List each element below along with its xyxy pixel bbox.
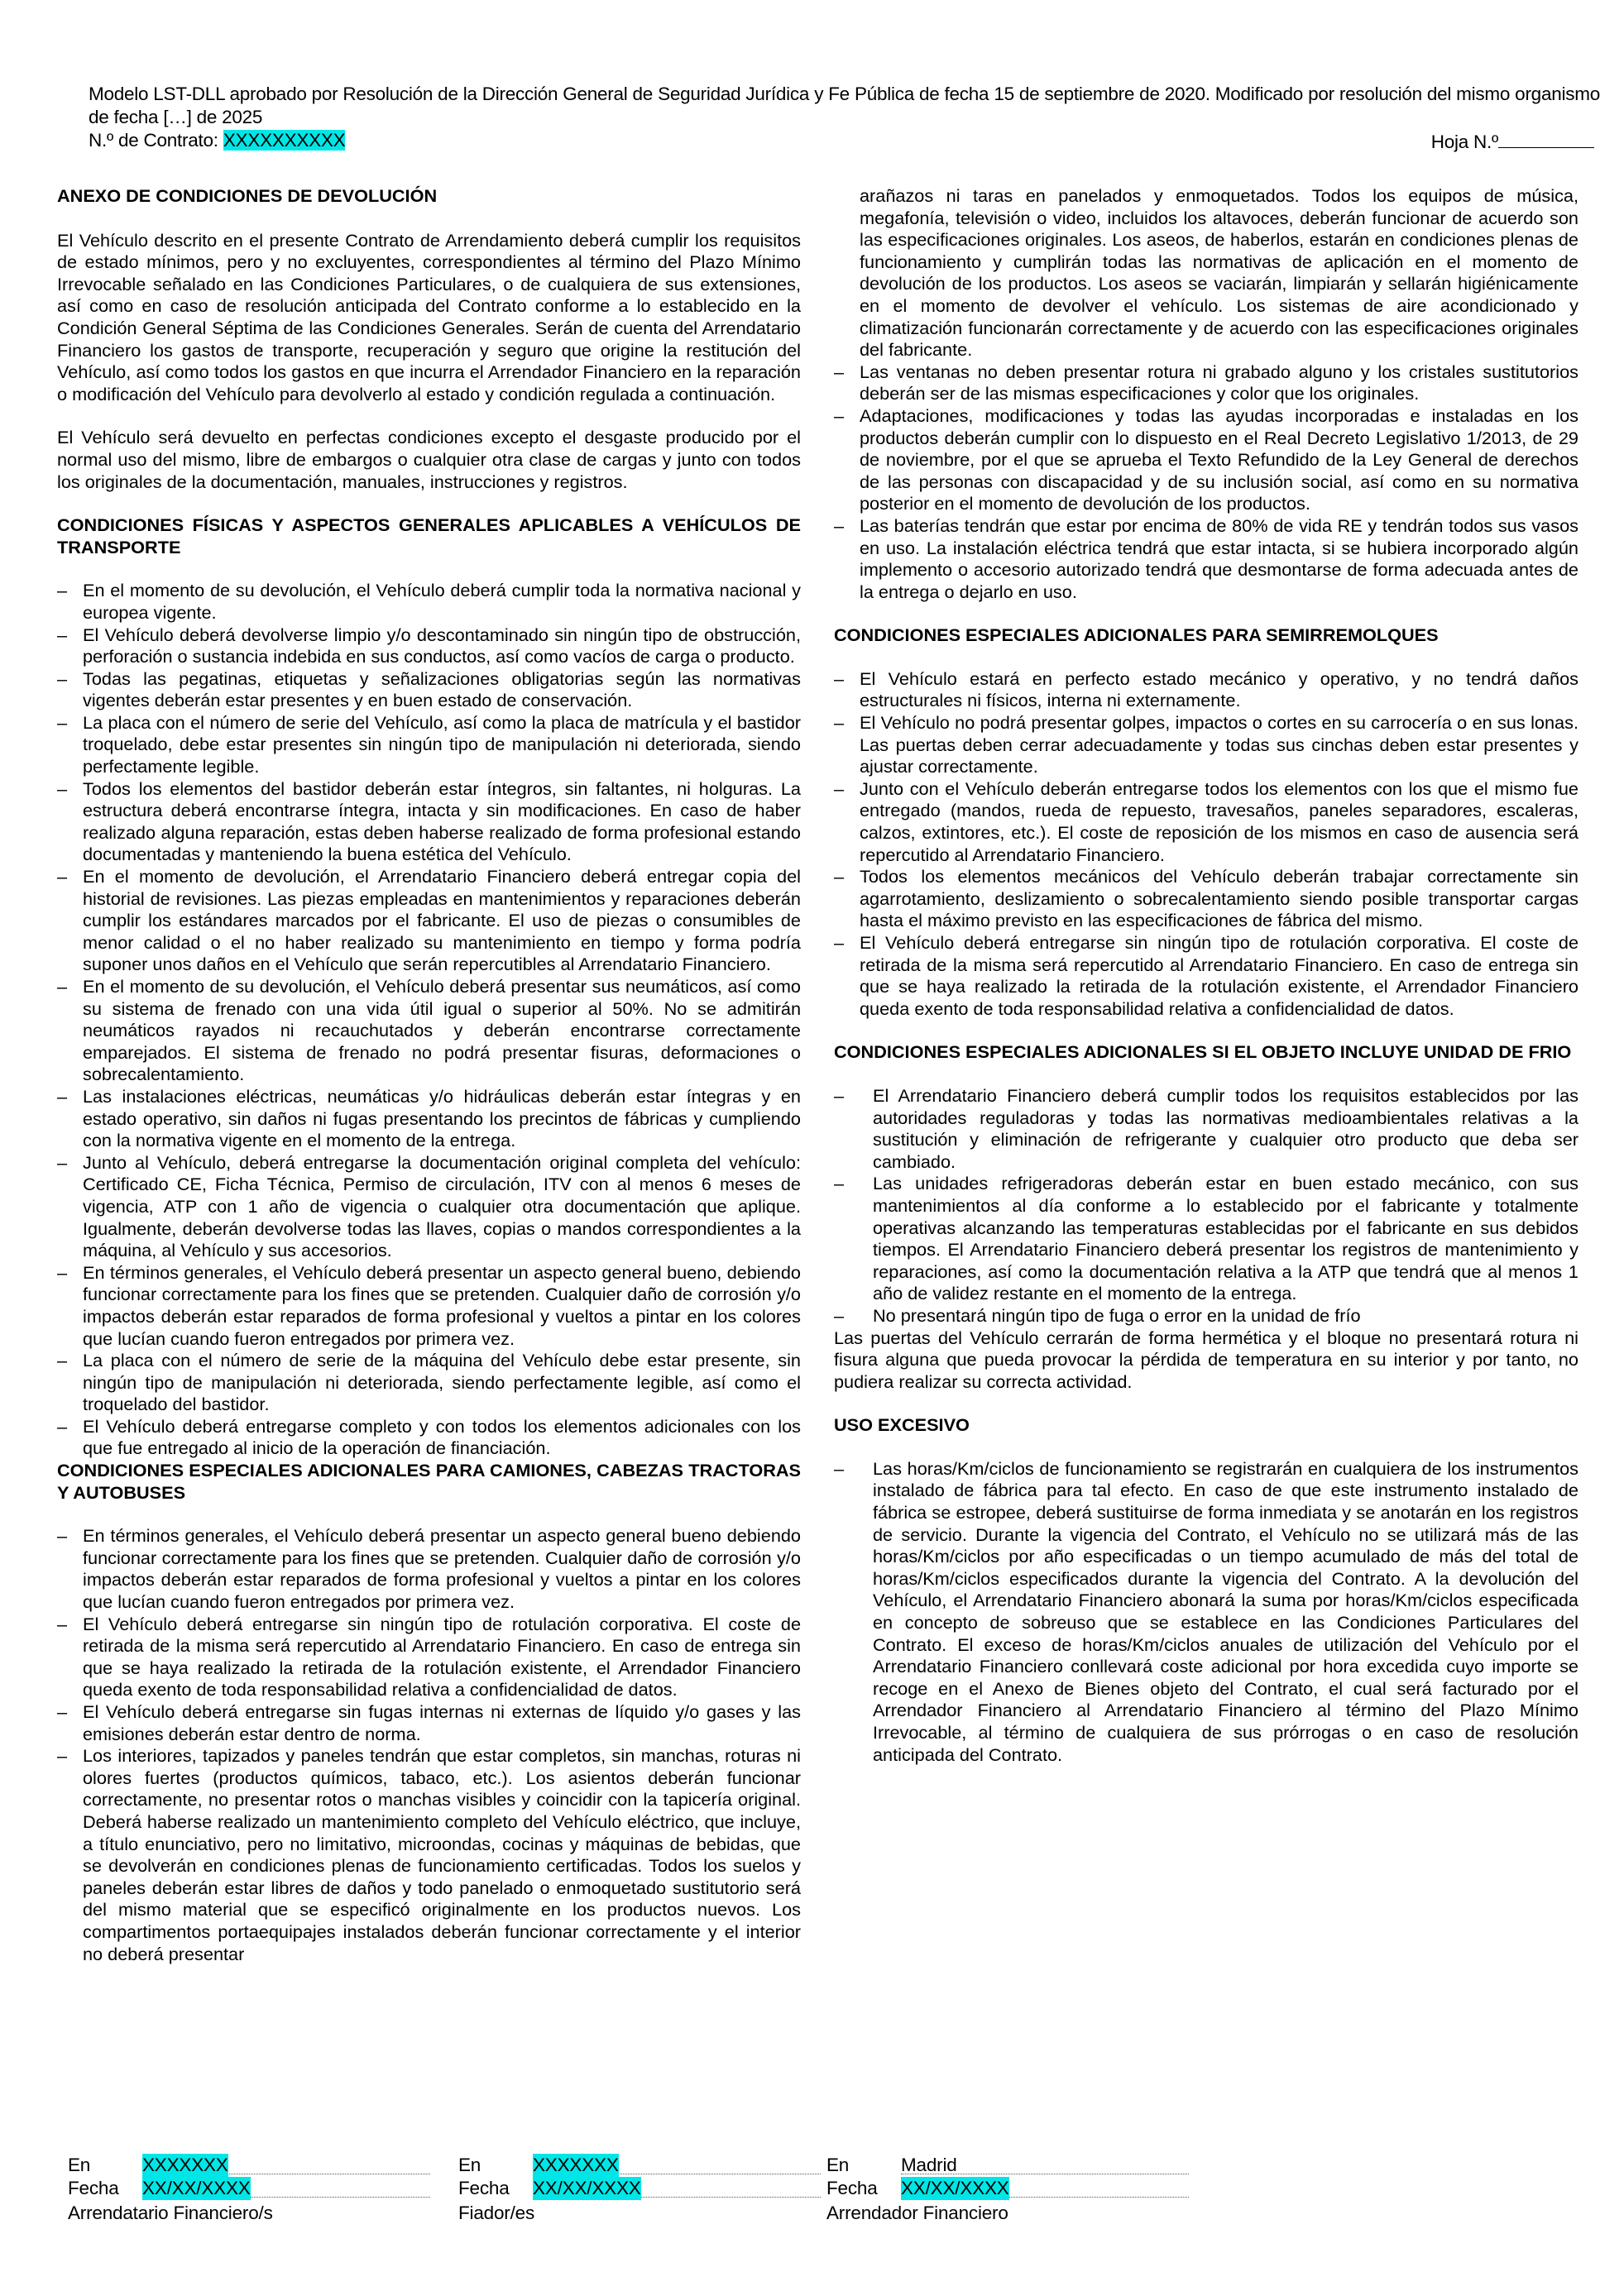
list-item <box>834 778 1578 866</box>
list-item-text: Las horas/Km/ciclos de funcionamiento se registrarán en cualquiera de los instrumentos instalado de fábrica para tal efecto. En caso de que este instrumento instalado de fábrica se estropee, deberá sustituirse de forma inmediata y se anotarán en los registros de servicio. Durante la vigencia del Contrato, el Vehículo no se utilizará más de las horas/Km/ciclos por año especificadas o un tiempo acumulado de más del total de horas/Km/ciclos especificados durante la vigencia del Contrato. A la devolución del Vehículo, el Arrendatario Financiero abonará la suma por horas/Km/ciclos especificada en concepto de sobreuso que se establece en las Condiciones Particulares del Contrato. El exceso de horas/Km/ciclos anuales de utilización del Vehículo por el Arrendatario Financiero conllevará coste adicional por hora excedida cuyo importe se recoge en el Anexo de Bienes objeto del Contrato, el cual será facturado por el Arrendador Financiero al Arrendatario Financiero al término del Plazo Mínimo Irrevocable, al término de cualquiera de sus prórrogas o en caso de resolución anticipada del Contrato. <box>873 1457 1578 1765</box>
list-item-text: Las baterías tendrán que estar por encima de 80% de vida RE y tendrán todos sus vasos en uso. La instalación eléctrica tendrá que estar intacta, si se hubiera incorporado algún implemento o accesorio autorizado tendrá que desmontarse de forma adecuada antes de la entrega o dejarlo en uso. <box>860 514 1578 602</box>
signer-role: Arrendador Financiero <box>826 2203 1008 2223</box>
date-value: XX/XX/XXXX <box>533 2178 641 2198</box>
dash-bullet: – <box>57 1350 68 1371</box>
dash-bullet: – <box>834 932 845 953</box>
en-label: En <box>826 2155 850 2175</box>
dash-bullet: – <box>57 580 68 601</box>
list-item-text: Adaptaciones, modificaciones y todas las ayudas incorporadas e instaladas en los productos deberán cumplir con lo dispuesto en el Real Decreto Legislativo 1/2013, de 29 de noviembre, por el que se aprueba el Texto Refundido de la Ley General de derechos de las personas con discapacidad y de su inclusión social, así como en su normativa posterior en el momento de devolución de los productos. <box>860 404 1578 514</box>
list-item <box>57 624 801 668</box>
section-cold-unit-title: CONDICIONES ESPECIALES ADICIONALES SI EL OBJETO INCLUYE UNIDAD DE FRIO <box>834 1041 1572 1063</box>
contract-number-label: N.º de Contrato: <box>89 130 223 151</box>
list-item <box>834 361 1578 405</box>
list-item <box>57 1350 801 1416</box>
document-header <box>89 83 1600 152</box>
en-label: En <box>68 2155 91 2175</box>
list-item <box>57 1152 801 1262</box>
list-item-text: En el momento de su devolución, el Vehículo deberá cumplir toda la normativa nacional y europea vigente. <box>83 580 801 623</box>
dash-bullet: – <box>57 1745 68 1767</box>
list-item-text: Todos los elementos mecánicos del Vehículo deberán trabajar correctamente sin agarrotamiento, deslizamiento o sobrecalentamiento siendo posible transportar cargas hasta el máximo previsto en las especificaciones de fábrica del mismo. <box>860 866 1578 931</box>
header-date-line: de fecha […] de 2025 <box>89 107 263 127</box>
cold-unit-paragraph: Las puertas del Vehículo cerrarán de forma hermética y el bloque no presentará rotura ni fisura alguna que pueda provocar la pérdida de temperatura en su interior y por tanto, no pudiera realizar su correcta actividad. <box>834 1327 1578 1392</box>
date-value: XX/XX/XXXX <box>901 2178 1009 2198</box>
list-item-text: El Vehículo no podrá presentar golpes, impactos o cortes en su carrocería o en sus lonas. Las puertas deben cerrar adecuadamente y todas sus cinchas deben estar presentes y ajustar correctamente. <box>860 712 1578 777</box>
list-item <box>834 1458 1578 1766</box>
dash-bullet: – <box>834 404 845 426</box>
dash-bullet: – <box>834 361 845 382</box>
list-item-text: El Vehículo deberá devolverse limpio y/o descontaminado sin ningún tipo de obstrucción, perforación o sustancia indebida en sus conductos, así como vacíos de carga o producto. <box>83 624 801 667</box>
list-item <box>57 1701 801 1745</box>
fecha-label: Fecha <box>458 2178 510 2198</box>
list-item <box>57 1525 801 1613</box>
sheet-number <box>1431 129 1594 154</box>
dash-bullet: – <box>834 1304 845 1326</box>
dash-bullet: – <box>834 1173 845 1194</box>
list-item-text: En términos generales, el Vehículo deberá presentar un aspecto general bueno, debiendo funcionar correctamente para los fines que se pretenden. Cualquier daño de corrosión y/o impactos deberán estar reparados de forma profesional y vueltos a pintar en los colores que lucían cuando fueron entregados por primera vez. <box>83 1261 801 1349</box>
intro-paragraph-1: El Vehículo descrito en el presente Contrato de Arrendamiento deberá cumplir los requisitos de estado mínimos, pero y no excluyentes, correspondientes al término del Plazo Mínimo Irrevocable señalado en las Condiciones Particulares, o de cualquiera de sus extensiones, así como en caso de resolución anticipada del Contrato conforme a lo establecido en la Condición General Séptima de las Condiciones Generales. Serán de cuenta del Arrendatario Financiero los gastos de transporte, recuperación y seguro que origine la restitución del Vehículo, así como todos los gastos en que incurra el Arrendador Financiero en la reparación o modificación del Vehículo para devolverlo al estado y condición regulada a continuación. <box>57 229 801 404</box>
en-label: En <box>458 2155 481 2175</box>
physical-conditions-list <box>57 580 801 1460</box>
dash-bullet: – <box>834 866 845 887</box>
date-value: XX/XX/XXXX <box>142 2178 251 2198</box>
list-item <box>834 1305 1578 1327</box>
trucks-conditions-list <box>57 1525 801 1965</box>
contract-number <box>89 129 1594 152</box>
section-semitrailers-title: CONDICIONES ESPECIALES ADICIONALES PARA SEMIRREMOLQUES <box>834 624 1439 646</box>
list-item <box>834 866 1578 932</box>
section-trucks-title: CONDICIONES ESPECIALES ADICIONALES PARA CAMIONES, CABEZAS TRACTORAS Y AUTOBUSES <box>57 1460 801 1503</box>
list-item-text: En términos generales, el Vehículo deberá presentar un aspecto general bueno debiendo funcionar correctamente para los fines que se pretenden. Cualquier daño de corrosión y/o impactos deberán estar reparados de forma profesional y vueltos a pintar en los colores que lucían cuando fueron entregados por primera vez. <box>83 1525 801 1613</box>
dash-bullet: – <box>57 1261 68 1283</box>
place-value: XXXXXXX <box>142 2155 228 2175</box>
list-item <box>834 1173 1578 1305</box>
dash-bullet: – <box>57 866 68 887</box>
section-excess-use-title: USO EXCESIVO <box>834 1414 970 1436</box>
fecha-label: Fecha <box>68 2178 119 2198</box>
dash-bullet: – <box>57 1415 68 1437</box>
list-item <box>57 668 801 712</box>
list-item-text: Las instalaciones eléctricas, neumáticas y/o hidráulicas deberán estar íntegras y en estado operativo, sin daños ni fugas presentando los precintos de fábricas y cumpliendo con la normativa vigente en el momento de la entrega. <box>83 1085 801 1151</box>
dash-bullet: – <box>834 1084 845 1106</box>
list-item <box>834 515 1578 603</box>
dash-bullet: – <box>57 1151 68 1173</box>
list-item-text: La placa con el número de serie de la máquina del Vehículo debe estar presente, sin ningún tipo de manipulación ni deteriorada, siendo perfectamente legible, así como el troquelado del bastidor. <box>83 1350 801 1415</box>
dash-bullet: – <box>834 712 845 734</box>
place-field[interactable] <box>142 2154 430 2174</box>
list-item <box>57 866 801 976</box>
list-item <box>57 1745 801 1965</box>
list-item <box>57 976 801 1086</box>
list-item-text: En el momento de su devolución, el Vehículo deberá presentar sus neumáticos, así como su sistema de frenado con una vida útil igual o superior al 50%. No se admitirán neumáticos rayados ni recauchutados y deberán encontrarse correctamente emparejados. El sistema de frenado no podrá presentar fisuras, deformaciones o sobrecalentamiento. <box>83 976 801 1085</box>
list-item <box>834 1085 1578 1173</box>
list-item-text: La placa con el número de serie del Vehículo, así como la placa de matrícula y el bastidor troquelado, debe estar presentes sin ningún tipo de manipulación ni deteriorada, siendo perfectamente legible. <box>83 711 801 777</box>
list-item-text: No presentará ningún tipo de fuga o error en la unidad de frío <box>873 1304 1361 1326</box>
fecha-label: Fecha <box>826 2178 878 2198</box>
place-value: Madrid <box>901 2155 957 2175</box>
list-item-text: El Vehículo estará en perfecto estado mecánico y operativo, y no tendrá daños estructurales ni físicos, interna ni externamente. <box>860 667 1578 711</box>
list-item-text: Las ventanas no deben presentar rotura ni grabado alguno y los cristales sustitutorios deberán ser de las mismas especificaciones y color que los originales. <box>860 361 1578 404</box>
signer-role: Fiador/es <box>458 2203 534 2223</box>
list-item <box>834 405 1578 515</box>
dash-bullet: – <box>57 667 68 689</box>
list-item <box>834 668 1578 712</box>
place-field[interactable] <box>533 2154 821 2174</box>
dash-bullet: – <box>834 667 845 689</box>
list-item-text: El Arrendatario Financiero deberá cumplir todos los requisitos establecidos por las autoridades reguladoras y todas las normativas medioambientales relativas a la sustitución y eliminación de refrigerante y cualquier otro producto que deba ser cambiado. <box>873 1084 1578 1172</box>
list-item-text: Junto con el Vehículo deberán entregarse todos los elementos con los que el mismo fue entregado (mandos, rueda de repuesto, travesaños, paneles separadores, escaleras, calzos, extintores, etc.). El coste de reposición de los mismos en caso de ausencia será repercutido al Arrendatario Financiero. <box>860 777 1578 865</box>
left-column <box>57 185 801 1965</box>
dash-bullet: – <box>57 624 68 645</box>
signature-block-guarantor <box>458 2154 835 2223</box>
list-item-text: Todos los elementos del bastidor deberán estar íntegros, sin faltantes, ni holguras. La estructura deberá encontrarse íntegra, intacta y sin modificaciones. En caso de haber realizado alguna reparación, estas deben haberse realizado de forma profesional estando documentadas y manteniendo la buena estética del Vehículo. <box>83 777 801 865</box>
semitrailers-conditions-list <box>834 668 1578 1021</box>
annex-title: ANEXO DE CONDICIONES DE DEVOLUCIÓN <box>57 185 438 206</box>
sheet-number-blank <box>1498 129 1594 148</box>
excess-use-list <box>834 1458 1578 1766</box>
section-physical-conditions-title: CONDICIONES FÍSICAS Y ASPECTOS GENERALES APLICABLES A VEHÍCULOS DE TRANSPORTE <box>57 514 801 557</box>
list-item <box>57 1614 801 1701</box>
list-item <box>834 932 1578 1020</box>
list-item-text: Los interiores, tapizados y paneles tendrán que estar completos, sin manchas, roturas ni olores fuertes (productos químicos, tabaco, etc.). Los asientos deberán funcionar correctamente, no presentar rotos o manchas visibles y coincidir con la tapicería original. Deberá haberse realizado un mantenimiento completo del Vehículo eléctrico, que incluye, a título enunciativo, pero no limitativo, microondas, cocinas y máquinas de bebidas, que se devolverán en condiciones plenas de funcionamiento certificadas. Todos los suelos y paneles deberán estar libres de daños y todo panelado o enmoquetado sustitutorio será del mismo material que se especificó originalmente en los productos nuevos. Los compartimentos portaequipajes instalados deberán funcionar correctamente y el interior no deberá presentar <box>83 1745 801 1964</box>
list-item-text: Todas las pegatinas, etiquetas y señalizaciones obligatorias según las normativas vigentes deberán estar presentes y en buen estado de conservación. <box>83 667 801 711</box>
dash-bullet: – <box>57 711 68 733</box>
list-item-text: Las unidades refrigeradoras deberán estar en buen estado mecánico, con sus mantenimientos al día conforme a lo establecido por el fabricante y totalmente operativas alcanzando las temperaturas establecidas por el fabricante en sus debidos tiempos. El Arrendatario Financiero deberá presentar los registros de mantenimiento y reparaciones, así como la documentación relativa a la ATP que tendrá que al menos 1 año de validez restante en el momento de la entrega. <box>873 1173 1578 1304</box>
continued-paragraph: arañazos ni taras en panelados y enmoquetados. Todos los equipos de música, megafonía, televisión o video, incluidos los altavoces, deberán funcionar de acuerdo son las especificaciones originales. Los aseos, de haberlos, estarán en condiciones plenas de funcionamiento y cumplirán todas las normativas de aplicación en el momento de devolución de los productos. Los aseos se vaciarán, limpiarán y sellarán higiénicamente en el momento de devolver el vehículo. Los sistemas de aire acondicionado y climatización funcionarán correctamente y de acuerdo con las especificaciones originales del fabricante. <box>860 185 1578 361</box>
date-field[interactable] <box>901 2177 1189 2198</box>
list-item-text: El Vehículo deberá entregarse sin fugas internas ni externas de líquido y/o gases y las emisiones deberán estar dentro de norma. <box>83 1701 801 1744</box>
dash-bullet: – <box>834 1457 845 1479</box>
dash-bullet: – <box>834 514 845 536</box>
list-item <box>57 1262 801 1350</box>
sheet-number-label: Hoja N.º <box>1430 132 1498 152</box>
dash-bullet: – <box>57 976 68 997</box>
list-item <box>834 712 1578 778</box>
place-field[interactable] <box>901 2154 1189 2174</box>
dash-bullet: – <box>57 1613 68 1634</box>
list-item-text: El Vehículo deberá entregarse sin ningún tipo de rotulación corporativa. El coste de retirada de la misma será repercutido al Arrendatario Financiero. En caso de entrega sin que se haya realizado la retirada de la rotulación existente, el Arrendador Financiero queda exento de toda responsabilidad relativa a confidencialidad de datos. <box>860 932 1578 1019</box>
list-item-text: El Vehículo deberá entregarse sin ningún tipo de rotulación corporativa. El coste de retirada de la misma será repercutido al Arrendatario Financiero. En caso de entrega sin que se haya realizado la retirada de la rotulación existente, el Arrendador Financiero queda exento de toda responsabilidad relativa a confidencialidad de datos. <box>83 1613 801 1700</box>
date-field[interactable] <box>533 2177 821 2198</box>
place-value: XXXXXXX <box>533 2155 619 2175</box>
continued-list <box>834 361 1578 604</box>
signature-block-lessor <box>826 2154 1203 2223</box>
list-item <box>57 778 801 866</box>
list-item <box>57 712 801 778</box>
list-item-text: Junto al Vehículo, deberá entregarse la documentación original completa del vehículo: Certificado CE, Ficha Técnica, Permiso de circulación, ITV con al menos 6 meses de vigencia, ATP con 1 año de vigencia o cualquier otra documentación que aplique. Igualmente, deberán devolverse todas las llaves, copias o mandos correspondientes a la máquina, al Vehículo y sus accesorios. <box>83 1151 801 1261</box>
list-item <box>57 1416 801 1460</box>
signature-block-lessee <box>68 2154 444 2223</box>
right-column <box>834 185 1578 1766</box>
list-item <box>57 580 801 624</box>
dash-bullet: – <box>57 1085 68 1107</box>
list-item-text: En el momento de devolución, el Arrendatario Financiero deberá entregar copia del historial de revisiones. Las piezas empleadas en mantenimientos y reparaciones deberán cumplir los estándares marcados por el fabricante. El uso de piezas o consumibles de menor calidad o el no haber realizado su mantenimiento en tiempo y forma podría suponer unos daños en el Vehículo que serán repercutibles al Arrendatario Financiero. <box>83 866 801 975</box>
dash-bullet: – <box>834 777 845 799</box>
dash-bullet: – <box>57 1525 68 1547</box>
list-item <box>57 1086 801 1152</box>
cold-unit-conditions-list <box>834 1085 1578 1327</box>
contract-number-value: XXXXXXXXXX <box>223 130 346 151</box>
signer-role: Arrendatario Financiero/s <box>68 2203 273 2223</box>
date-field[interactable] <box>142 2177 430 2198</box>
dash-bullet: – <box>57 1701 68 1722</box>
list-item-text: El Vehículo deberá entregarse completo y con todos los elementos adicionales con los que fue entregado al inicio de la operación de financiación. <box>83 1415 801 1459</box>
header-model-line: Modelo LST-DLL aprobado por Resolución de la Dirección General de Seguridad Jurídica y Fe Pública de fecha 15 de septiembre de 2020. Modificado por resolución del mismo organismo <box>89 84 1600 104</box>
intro-paragraph-2: El Vehículo será devuelto en perfectas condiciones excepto el desgaste producido por el normal uso del mismo, libre de embargos o cualquier otra clase de cargas y junto con todos los originales de la documentación, manuales, instrucciones y registros. <box>57 427 801 492</box>
dash-bullet: – <box>57 777 68 799</box>
